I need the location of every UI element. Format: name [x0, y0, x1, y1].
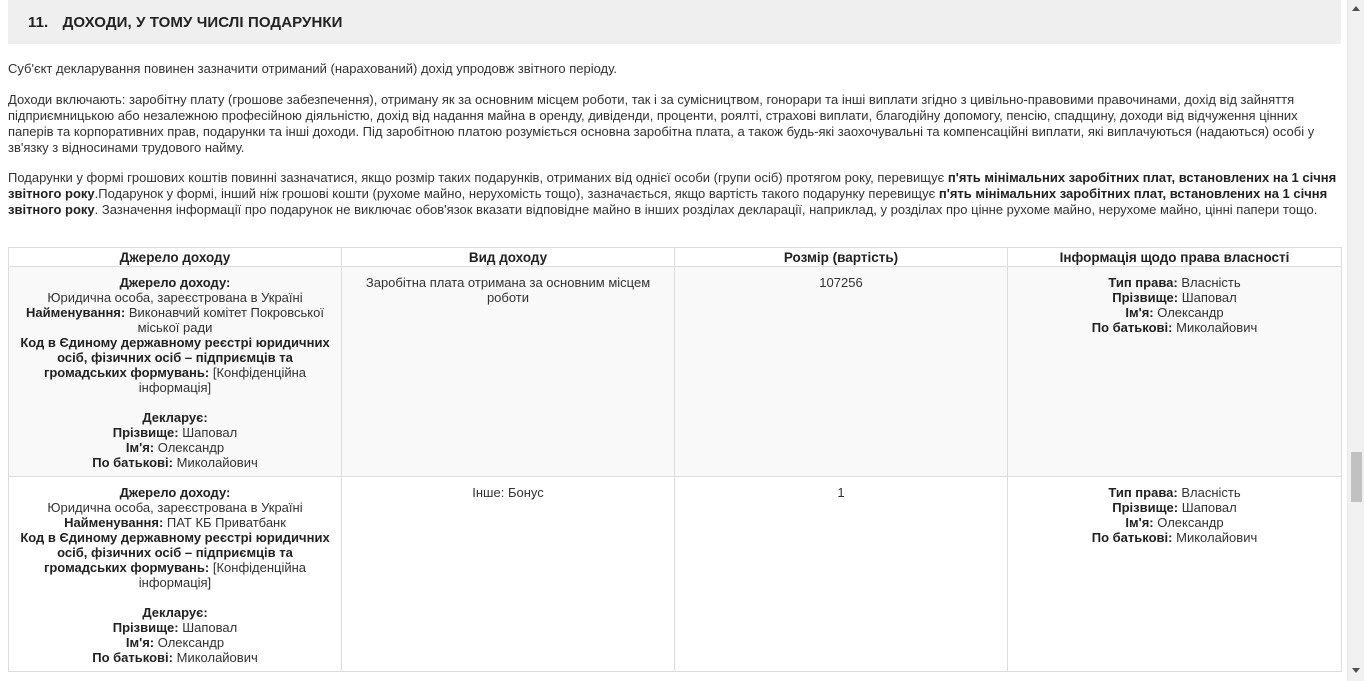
first-name-label: Ім'я: [1125, 305, 1154, 320]
patronymic-label: По батькові: [1091, 320, 1173, 335]
income-table [8, 247, 1342, 672]
declarant-first-name: Олександр [157, 440, 225, 455]
ownership-cell [1008, 477, 1342, 672]
source-cell [9, 477, 342, 672]
table-header-row [9, 248, 1342, 267]
source-name: ПАТ КБ Приватбанк [166, 515, 286, 530]
amount-value: 107256 [819, 275, 863, 290]
owner-patronymic: Миколайович [1176, 530, 1258, 545]
source-label: Джерело доходу: [119, 275, 231, 290]
intro-paragraph-2: Доходи включають: заробітну плату (грошове забезпечення), отриману як за основним місцем роботи, так і за сумісництвом, гонорари та інші виплати згідно з цивільно-правовими правочинами, дохід від зайняття підприємницькою або незалежною професійною діяльністю, дохід від надання майна в оренду, дивіденди, проценти, роялті, страхові виплати, благодійну допомогу, пенсію, спадщину, доходи від відчуження цінних паперів та корпоративних прав, подарунки та інші доходи. Під заробітною платою розуміється основна заробітна плата, а також будь-які заохочувальні та компенсаційні виплати, які виплачуються (надаються) особі у зв'язку з відносинами трудового найму. [8, 92, 1315, 155]
surname-label: Прізвище: [1112, 290, 1179, 305]
right-type-label: Тип права: [1108, 485, 1178, 500]
intro-paragraph-1: Суб'єкт декларування повинен зазначити отриманий (нарахований) дохід упродовж звітного періоду. [8, 61, 617, 76]
header-source: Джерело доходу [9, 248, 342, 267]
declarant-patronymic: Миколайович [176, 455, 258, 470]
surname-label: Прізвище: [112, 425, 179, 440]
owner-patronymic: Миколайович [1176, 320, 1258, 335]
right-type: Власність [1181, 275, 1241, 290]
amount-cell [675, 477, 1008, 672]
p3-text-a: Подарунки у формі грошових коштів повинні зазначатися, якщо розмір таких подарунків, отриманих від однієї особи (групи осіб) протягом року, перевищує [8, 170, 948, 185]
declarant-label: Декларує: [142, 605, 208, 620]
scroll-down-arrow-icon[interactable] [1352, 668, 1360, 673]
income-type: Заробітна плата отримана за основним місцем роботи [365, 275, 651, 305]
section-number: 11. [28, 14, 49, 31]
first-name-label: Ім'я: [125, 635, 155, 650]
ownership-cell [1008, 267, 1342, 477]
p3-text-c: .Подарунок у формі, інший ніж грошові кошти (рухоме майно, нерухомість тощо), зазначається, якщо вартість такого подарунку перевищує [94, 186, 939, 201]
name-label: Найменування: [26, 305, 126, 320]
declarant-surname: Шаповал [182, 425, 238, 440]
section-header [8, 0, 1341, 44]
declarant-patronymic: Миколайович [176, 650, 258, 665]
declarant-surname: Шаповал [182, 620, 238, 635]
source-type: Юридична особа, зареєстрована в Україні [47, 500, 303, 515]
declarant-label: Декларує: [142, 410, 208, 425]
patronymic-label: По батькові: [92, 650, 173, 665]
vertical-scrollbar[interactable] [1347, 0, 1364, 681]
source-cell [9, 267, 342, 477]
surname-label: Прізвище: [1112, 500, 1179, 515]
surname-label: Прізвище: [112, 620, 179, 635]
code-label: Код в Єдиному державному реєстрі юридичних осіб, фізичних осіб – підприємців та громадських формувань: [20, 335, 330, 380]
owner-first-name: Олександр [1157, 515, 1224, 530]
first-name-label: Ім'я: [125, 440, 155, 455]
source-type: Юридична особа, зареєстрована в Україні [47, 290, 303, 305]
table-row [9, 477, 1342, 672]
amount-value: 1 [837, 485, 845, 500]
right-type-label: Тип права: [1108, 275, 1178, 290]
patronymic-label: По батькові: [1091, 530, 1173, 545]
header-amount: Розмір (вартість) [675, 248, 1008, 267]
scrollbar-thumb[interactable] [1351, 452, 1362, 502]
owner-surname: Шаповал [1181, 290, 1237, 305]
p3-bold-b: п'ять мінімальних заробітних плат, встановлених на 1 січня звітного року [8, 170, 1337, 201]
source-name: Виконавчий комітет Покровської міської ради [128, 305, 324, 335]
owner-surname: Шаповал [1181, 500, 1237, 515]
declarant-first-name: Олександр [157, 635, 225, 650]
name-label: Найменування: [64, 515, 164, 530]
table-row [9, 267, 1342, 477]
intro-paragraph-3 [8, 170, 1338, 218]
source-label: Джерело доходу: [119, 485, 231, 500]
header-income-type: Вид доходу [342, 248, 675, 267]
section-title: ДОХОДИ, У ТОМУ ЧИСЛІ ПОДАРУНКИ [62, 14, 343, 31]
header-ownership: Інформація щодо права власності [1008, 248, 1342, 267]
income-type-cell [342, 477, 675, 672]
patronymic-label: По батькові: [92, 455, 173, 470]
code-label: Код в Єдиному державному реєстрі юридичних осіб, фізичних осіб – підприємців та громадських формувань: [20, 530, 330, 575]
source-code: [Конфіденційна інформація] [138, 560, 307, 590]
owner-first-name: Олександр [1157, 305, 1224, 320]
amount-cell [675, 267, 1008, 477]
source-code: [Конфіденційна інформація] [138, 365, 307, 395]
p3-bold-d: п'ять мінімальних заробітних плат, встановлених на 1 січня звітного року [8, 186, 1328, 217]
income-type-cell [342, 267, 675, 477]
right-type: Власність [1181, 485, 1241, 500]
p3-text-e: . Зазначення інформації про подарунок не виключає обов'язок вказати відповідне майно в інших розділах декларації, наприклад, у розділах про цінне рухоме майно, нерухоме майно, цінні папери тощо. [94, 202, 1318, 217]
first-name-label: Ім'я: [1125, 515, 1154, 530]
scroll-up-arrow-icon[interactable] [1352, 6, 1360, 11]
income-type: Інше: Бонус [472, 485, 544, 500]
